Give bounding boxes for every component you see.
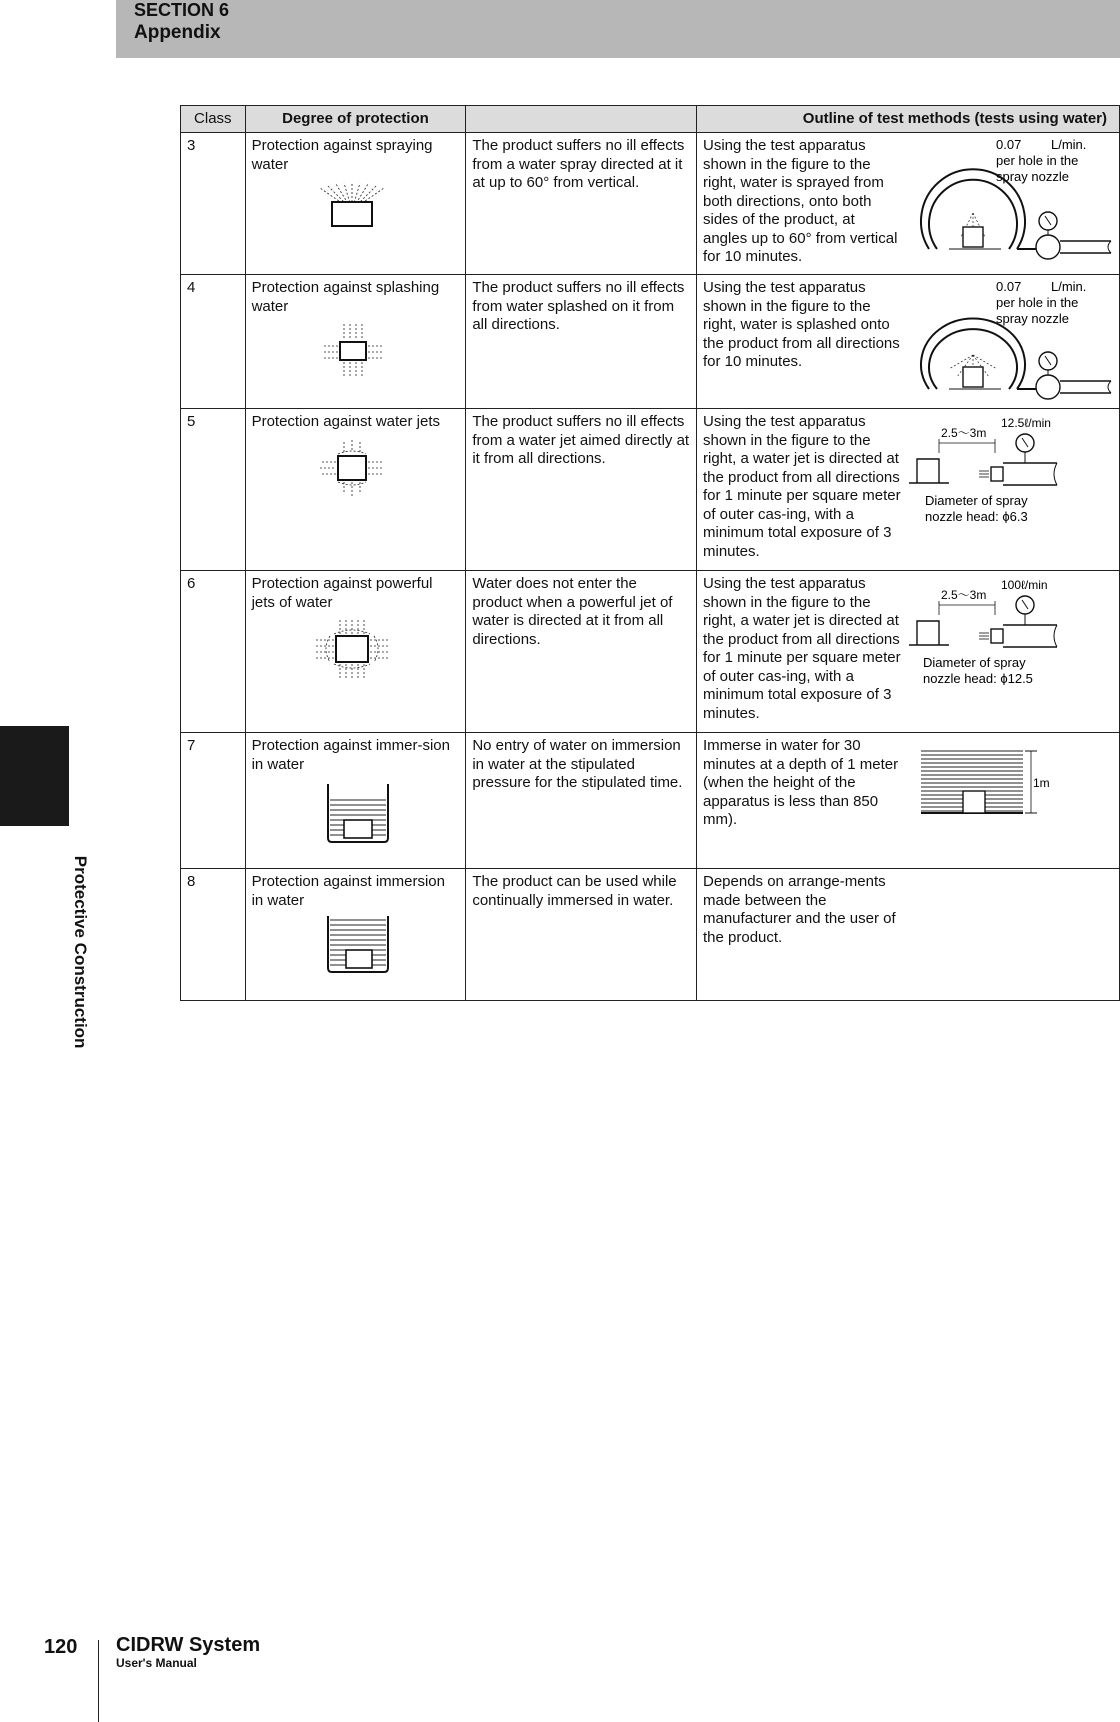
- class-cell: 5: [181, 409, 246, 571]
- immersion-icon: [252, 780, 452, 844]
- manual-title: CIDRW System: [116, 1634, 261, 1656]
- figure-label: 100ℓ/min: [1001, 578, 1048, 592]
- protection-class-table: [180, 105, 1120, 1001]
- method-text: Using the test apparatus shown in the figure to the right, water is splashed onto the product from all directions for 10 minutes.: [703, 279, 900, 370]
- powerful-jet-apparatus-figure: [901, 575, 1113, 685]
- figure-label: per hole in the: [996, 153, 1079, 168]
- figure-label: Diameter of spray: [925, 493, 1028, 508]
- degree-cell: [245, 571, 466, 733]
- side-tab-label: [60, 752, 100, 1152]
- figure-label: spray nozzle: [996, 311, 1069, 326]
- effect-cell: The product suffers no ill effects from water splashed on it from all directions.: [466, 275, 697, 409]
- class-cell: 7: [181, 733, 246, 869]
- table-row: [181, 133, 1120, 275]
- method-cell: [697, 409, 1120, 571]
- figure-label: 2.5～3m: [941, 426, 987, 440]
- method-text: Using the test apparatus shown in the figure to the right, water is sprayed from both directions, onto both sides of the product, at angles up to 60° from vertical for 10 minutes.: [703, 137, 898, 265]
- degree-cell: [245, 133, 466, 275]
- class-cell: 4: [181, 275, 246, 409]
- degree-cell: [245, 869, 466, 1001]
- figure-label: nozzle head: ϕ12.5: [923, 671, 1033, 685]
- figure-label: L/min.: [1051, 137, 1087, 152]
- degree-text: Protection against splashing water: [251, 279, 440, 315]
- effect-cell: The product suffers no ill effects from a water spray directed at it at up to 60° from vertical.: [466, 133, 697, 275]
- method-cell: [697, 733, 1120, 869]
- figure-label: spray nozzle: [996, 169, 1069, 184]
- method-cell: [697, 869, 1120, 1001]
- header-degree: Degree of protection: [245, 106, 466, 133]
- header-blank: [466, 106, 697, 133]
- figure-label: 0.07: [996, 137, 1022, 152]
- figure-label: per hole in the: [996, 295, 1079, 310]
- figure-label: 0.07: [996, 279, 1022, 294]
- method-text: Using the test apparatus shown in the figure to the right, a water jet is directed at the product from all directions for 1 minute per square meter of outer cas-ing, with a minimum total exposure of 3 minutes.: [703, 413, 901, 560]
- side-tab-block: [0, 726, 69, 826]
- splash-icon: [252, 322, 452, 382]
- degree-cell: [245, 275, 466, 409]
- section-header-bar: [116, 0, 1120, 58]
- method-text: Immerse in water for 30 minutes at a depth of 1 meter (when the height of the apparatus is less than 850 mm).: [703, 737, 899, 828]
- header-class: Class: [181, 106, 246, 133]
- degree-text: Protection against spraying water: [251, 137, 433, 173]
- figure-label: 2.5～3m: [941, 588, 987, 602]
- degree-cell: [245, 409, 466, 571]
- degree-cell: [245, 733, 466, 869]
- page-number: 120: [44, 1636, 78, 1658]
- spray-icon: [252, 180, 452, 230]
- figure-label: L/min.: [1051, 279, 1087, 294]
- section-label: SECTION 6: [134, 0, 230, 20]
- class-cell: 3: [181, 133, 246, 275]
- water-jet-apparatus-figure: [901, 413, 1113, 523]
- spray-apparatus-figure: [901, 137, 1113, 265]
- figure-label: nozzle head: ϕ6.3: [925, 509, 1028, 523]
- water-jet-icon: [252, 438, 452, 498]
- method-cell: [697, 571, 1120, 733]
- method-text: Depends on arrange-ments made between the manufacturer and the user of the product.: [703, 873, 896, 946]
- method-cell: [697, 275, 1120, 409]
- side-tab-title: Protective Construction: [71, 855, 90, 1049]
- immersion-apparatus-figure: [901, 737, 1113, 827]
- class-cell: 6: [181, 571, 246, 733]
- degree-text: Protection against immer-sion in water: [251, 737, 450, 773]
- table-row: [181, 409, 1120, 571]
- continuous-immersion-icon: [252, 916, 452, 974]
- effect-cell: No entry of water on immersion in water at the stipulated pressure for the stipulated time.: [466, 733, 697, 869]
- table-header-row: [181, 106, 1120, 133]
- manual-subtitle: User's Manual: [116, 1656, 197, 1670]
- header-outline: Outline of test methods (tests using water): [697, 106, 1120, 133]
- effect-cell: The product suffers no ill effects from a water jet aimed directly at it from all directions.: [466, 409, 697, 571]
- table-row: [181, 869, 1120, 1001]
- method-text: Using the test apparatus shown in the figure to the right, a water jet is directed at the product from all directions for 1 minute per square meter of outer cas-ing, with a minimum total exposure of 3 minutes.: [703, 575, 901, 722]
- degree-text: Protection against water jets: [251, 413, 441, 430]
- table-row: [181, 571, 1120, 733]
- splash-apparatus-figure: [901, 279, 1113, 403]
- figure-label: 1m: [1033, 776, 1050, 790]
- section-title: Appendix: [134, 22, 221, 43]
- table-row: [181, 275, 1120, 409]
- class-cell: 8: [181, 869, 246, 1001]
- degree-text: Protection against powerful jets of water: [251, 575, 433, 611]
- footer-divider: [98, 1640, 99, 1722]
- degree-text: Protection against immersion in water: [251, 873, 445, 909]
- method-cell: [697, 133, 1120, 275]
- effect-cell: Water does not enter the product when a powerful jet of water is directed at it from all directions.: [466, 571, 697, 733]
- side-tab-section: SECTION 6: [71, 760, 90, 850]
- figure-label: 12.5ℓ/min: [1001, 416, 1051, 430]
- effect-cell: The product can be used while continually immersed in water.: [466, 869, 697, 1001]
- figure-label: Diameter of spray: [923, 655, 1026, 670]
- table-row: [181, 733, 1120, 869]
- powerful-jet-icon: [252, 618, 452, 680]
